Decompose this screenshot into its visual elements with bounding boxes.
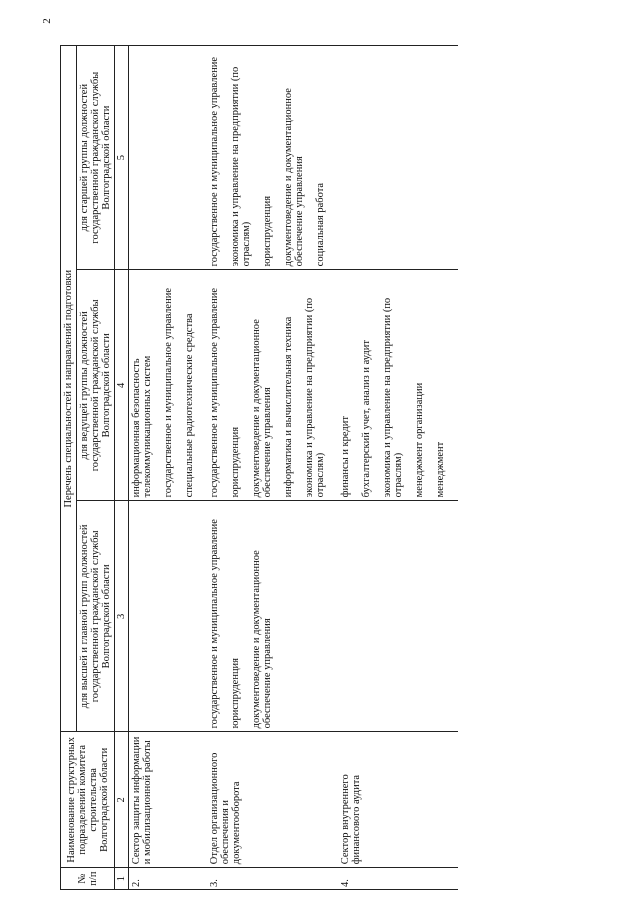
column-number: 5	[115, 46, 129, 270]
header-sub-4: для ведущей группы должностей государственной гражданской службы Волгоградской области	[77, 270, 115, 501]
specialty-item: финансы и кредит	[340, 416, 352, 498]
specialties-cell-col5	[129, 46, 208, 270]
specialties-cell-col5	[207, 46, 338, 270]
unit-name: Сектор защиты информации и мобилизационной работы	[129, 732, 208, 868]
unit-name: Отдел организационного обеспечения и документооборота	[207, 732, 338, 868]
specialty-item: государственное и муниципальное управление	[163, 288, 175, 498]
specialty-item: менеджмент организации	[414, 382, 426, 498]
row-number: 4.	[338, 868, 458, 890]
column-number: 3	[115, 501, 129, 732]
specialty-item: экономика и управление на предприятии (по отраслям)	[382, 297, 405, 498]
header-no: № п/п	[61, 868, 115, 890]
header-name: Наименование структурных подразделений комитета строительства Волгоградской области	[61, 732, 115, 868]
header-sub-3: для высшей и главной групп должностей государственной гражданской службы Волгоградской области	[77, 501, 115, 732]
specialties-cell-col3	[338, 501, 458, 732]
specialty-item: менеджмент	[435, 441, 447, 498]
column-number: 1	[115, 868, 129, 890]
column-number: 4	[115, 270, 129, 501]
specialty-item: экономика и управление на предприятии (по отраслям)	[304, 297, 327, 498]
rotated-table-sheet	[60, 45, 580, 890]
specialty-item: юриспруденция	[230, 657, 242, 729]
specialty-item: экономика и управление на предприятии (по отраслям)	[230, 66, 253, 267]
row-number: 3.	[207, 868, 338, 890]
specialty-item: юриспруденция	[262, 195, 274, 267]
specialty-item: информатика и вычислительная техника	[283, 316, 295, 498]
specialties-cell-col3	[129, 501, 208, 732]
table-body	[129, 46, 459, 890]
page-number: 2	[41, 18, 53, 24]
specialty-item: бухгалтерский учет, анализ и аудит	[361, 340, 373, 498]
specialty-item: документоведение и документационное обеспечение управления	[283, 88, 306, 267]
table-row	[129, 46, 208, 890]
column-number: 2	[115, 732, 129, 868]
specialty-item: документоведение и документационное обеспечение управления	[251, 319, 274, 498]
specialty-item: юриспруденция	[230, 426, 242, 498]
specialty-item: государственное и муниципальное управление	[209, 288, 221, 498]
specialty-item: государственное и муниципальное управление	[209, 56, 221, 267]
specialties-cell-col3	[207, 501, 338, 732]
specialties-cell-col5	[338, 46, 458, 270]
specialties-cell-col4	[129, 270, 208, 501]
specialty-item: социальная работа	[315, 182, 327, 267]
specialties-table	[60, 45, 458, 890]
specialties-cell-col4	[207, 270, 338, 501]
table-row	[207, 46, 338, 890]
row-number: 2.	[129, 868, 208, 890]
specialty-item: государственное и муниципальное управление	[209, 519, 221, 729]
header-sub-5: для старшей группы должностей государственной гражданской службы Волгоградской области	[77, 46, 115, 270]
specialty-item: специальные радиотехнические средства	[184, 313, 196, 498]
unit-name: Сектор внутреннего финансового аудита	[338, 732, 458, 868]
specialty-item: информационная безопасность телекоммуникационных систем	[131, 355, 154, 498]
column-numbers-row	[115, 46, 129, 890]
specialty-item: документоведение и документационное обеспечение управления	[251, 550, 274, 729]
table-row	[338, 46, 458, 890]
header-group-title: Перечень специальностей и направлений подготовки	[61, 46, 77, 732]
specialties-cell-col4	[338, 270, 458, 501]
